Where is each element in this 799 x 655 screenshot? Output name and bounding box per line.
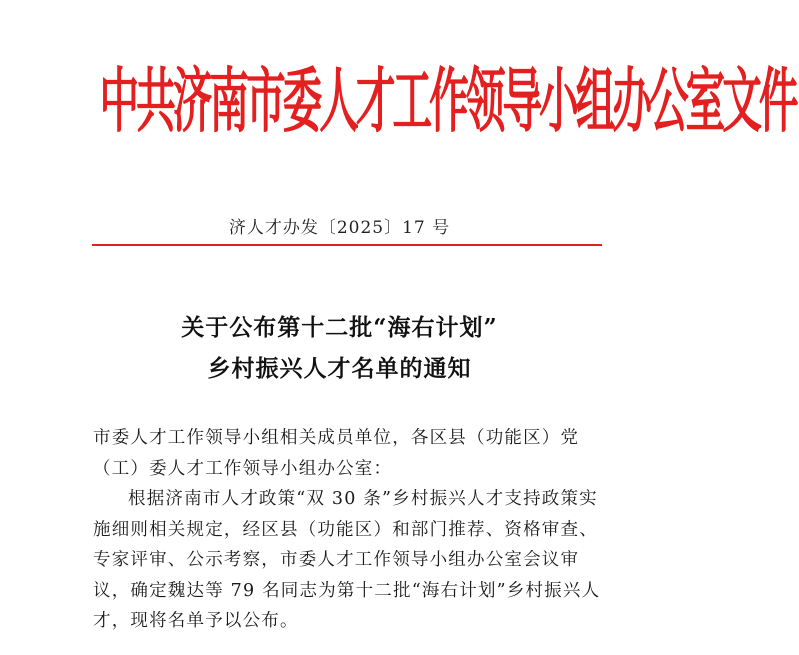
document-masthead [96, 60, 796, 143]
document-title-line-2: 乡村振兴人才名单的通知 [207, 355, 472, 382]
masthead-title: 中共济南市委人才工作领导小组办公室文件 [99, 60, 796, 143]
addressee-paragraph: 市委人才工作领导小组相关成员单位，各区县（功能区）党（工）委人才工作领导小组办公室： [93, 428, 580, 479]
document-title-line-1: 关于公布第十二批“海右计划” [181, 314, 498, 341]
body-paragraph: 根据济南市人才政策“双 30 条”乡村振兴人才支持政策实施细则相关规定，经区县（功能区）和部门推荐、资格审查、专家评审、公示考察，市委人才工作领导小组办公室会议审议，确定魏达等 79 名同志为第十二批“海右计划”乡村振兴人才，现将名单予以公布。 [93, 489, 601, 631]
red-divider-line [92, 244, 602, 246]
document-number: 济人才办发〔2025〕17 号 [228, 218, 451, 238]
